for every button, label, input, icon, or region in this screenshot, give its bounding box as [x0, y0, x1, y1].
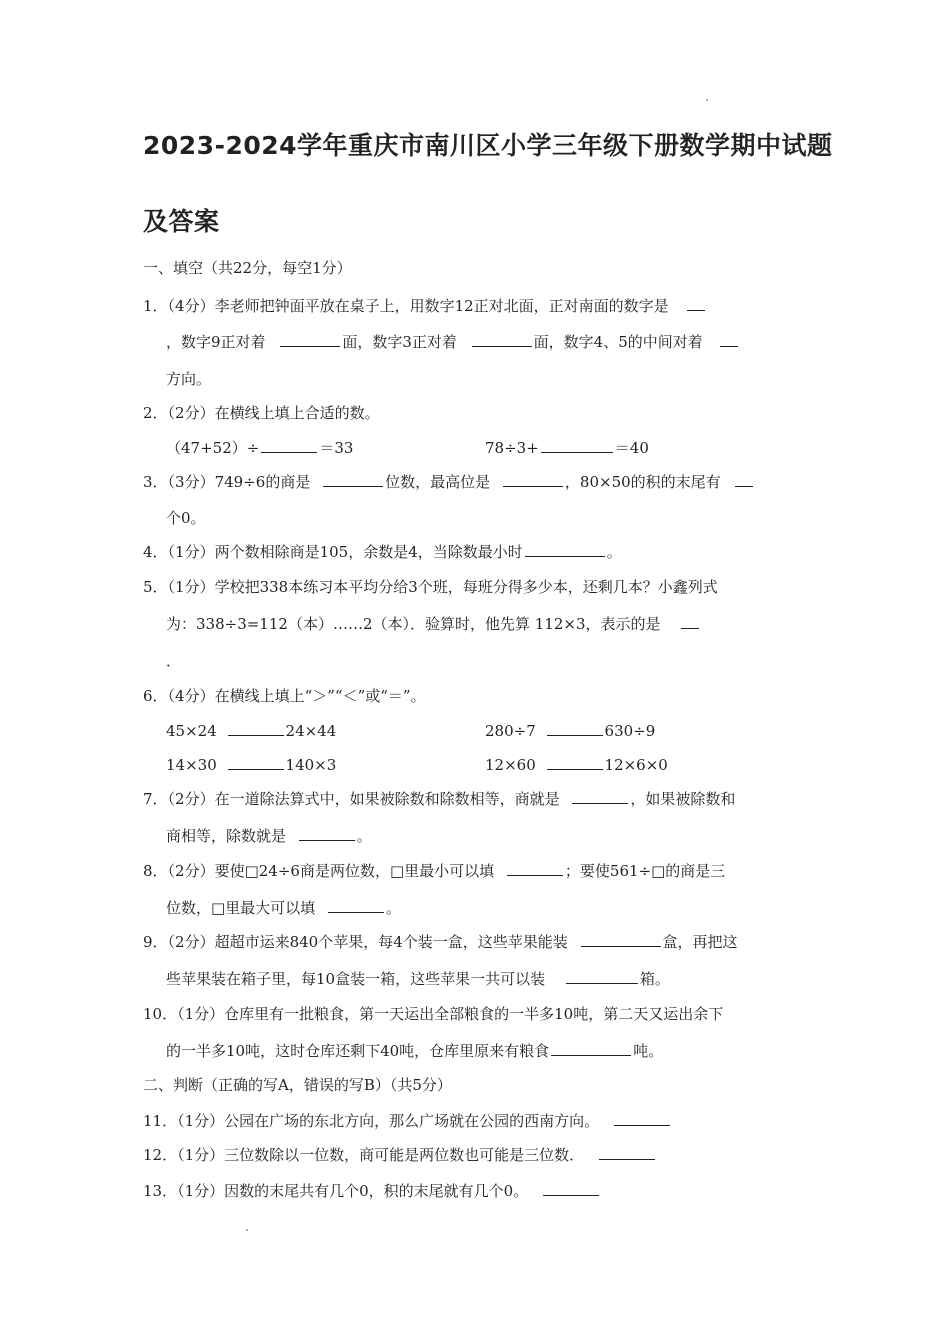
answer-blank[interactable] [280, 332, 340, 347]
question-11: 11．（1分）公园在广场的东北方向，那么广场就在公园的西南方向。 [143, 1111, 672, 1131]
question-10: 10．（1分）仓库里有一批粮食，第一天运出全部粮食的一半多10吨，第二天又运出余下 [143, 1005, 724, 1023]
question-5-cont2: ． [166, 652, 182, 670]
question-5: 5．（1分）学校把338本练习本平均分给3个班，每班分得多少本，还剩几本？小鑫列式 [143, 578, 718, 596]
answer-blank[interactable] [261, 438, 317, 453]
answer-blank[interactable] [599, 1145, 655, 1160]
question-6-row1-left: 45×24 24×44 [166, 722, 337, 740]
question-6: 6．（4分）在横线上填上“＞”“＜”或“＝”。 [143, 687, 426, 705]
answer-blank[interactable] [614, 1111, 670, 1126]
question-8-cont: 位数，□里最大可以填 。 [166, 899, 401, 917]
question-2-right: 78÷3+ ＝40 [485, 439, 649, 457]
question-1-cont2: 方向。 [166, 370, 212, 388]
section-heading-judge: 二、判断（正确的写A，错误的写B）（共5分） [143, 1076, 452, 1094]
question-9-cont: 些苹果装在箱子里，每10盒装一箱，这些苹果一共可以装 箱。 [166, 970, 670, 988]
answer-blank[interactable] [547, 721, 603, 736]
answer-blank[interactable] [228, 721, 284, 736]
answer-blank[interactable] [299, 826, 355, 841]
answer-blank[interactable] [572, 789, 628, 804]
question-2: 2．（2分）在横线上填上合适的数。 [143, 404, 380, 422]
question-9: 9．（2分）超超市运来840个苹果，每4个装一盒，这些苹果能装 盒，再把这 [143, 933, 738, 951]
doc-title-line2: 及答案 [143, 207, 220, 236]
scan-dot [246, 1229, 248, 1231]
question-4: 4．（1分）两个数相除商是105，余数是4，当除数最小时 。 [143, 543, 622, 561]
answer-blank[interactable] [543, 1181, 599, 1196]
question-12: 12．（1分）三位数除以一位数，商可能是两位数也可能是三位数． [143, 1145, 657, 1165]
question-1 [143, 296, 707, 316]
answer-blank[interactable] [228, 755, 284, 770]
answer-blank[interactable] [525, 542, 605, 557]
question-7: 7．（2分）在一道除法算式中，如果被除数和除数相等，商就是 ，如果被除数和 [143, 790, 736, 808]
answer-blank[interactable] [323, 472, 383, 487]
scan-dot [706, 99, 708, 101]
q1-text: 1．（4分）李老师把钟面平放在桌子上，用数字12正对北面，正对南面的数字是 [143, 297, 669, 315]
answer-blank[interactable] [507, 861, 563, 876]
answer-blank[interactable] [551, 1041, 631, 1056]
question-1-cont: ，数字9正对着 面，数字3正对着 面，数字4、5的中间对着 [166, 332, 740, 352]
answer-blank[interactable] [687, 296, 705, 311]
doc-title-line1: 2023-2024学年重庆市南川区小学三年级下册数学期中试题 [143, 131, 833, 160]
question-7-cont: 商相等，除数就是 。 [166, 827, 372, 845]
question-2-left: （47+52）÷ ＝33 [166, 439, 354, 457]
answer-blank[interactable] [472, 332, 532, 347]
answer-blank[interactable] [735, 472, 753, 487]
question-8: 8．（2分）要使□24÷6商是两位数，□里最小可以填 ；要使561÷□的商是三 [143, 862, 726, 880]
answer-blank[interactable] [681, 614, 699, 629]
answer-blank[interactable] [547, 755, 603, 770]
section-heading-fill: 一、填空（共22分，每空1分） [143, 259, 352, 277]
question-3-cont: 个0。 [166, 509, 206, 527]
question-6-row2-right: 12×60 12×6×0 [485, 756, 668, 774]
question-10-cont: 的一半多10吨，这时仓库还剩下40吨，仓库里原来有粮食 吨。 [166, 1042, 664, 1060]
answer-blank[interactable] [566, 969, 638, 984]
answer-blank[interactable] [328, 898, 384, 913]
answer-blank[interactable] [581, 932, 661, 947]
question-6-row1-right: 280÷7 630÷9 [485, 722, 656, 740]
answer-blank[interactable] [541, 438, 613, 453]
question-13: 13．（1分）因数的末尾共有几个0，积的末尾就有几个0。 [143, 1181, 601, 1201]
question-3: 3．（3分）749÷6的商是 位数，最高位是 ，80×50的积的末尾有 [143, 472, 755, 492]
question-6-row2-left: 14×30 140×3 [166, 756, 337, 774]
question-5-cont: 为：338÷3=112（本）……2（本）．验算时，他先算 112×3，表示的是 [166, 614, 701, 634]
answer-blank[interactable] [720, 332, 738, 347]
answer-blank[interactable] [503, 472, 563, 487]
